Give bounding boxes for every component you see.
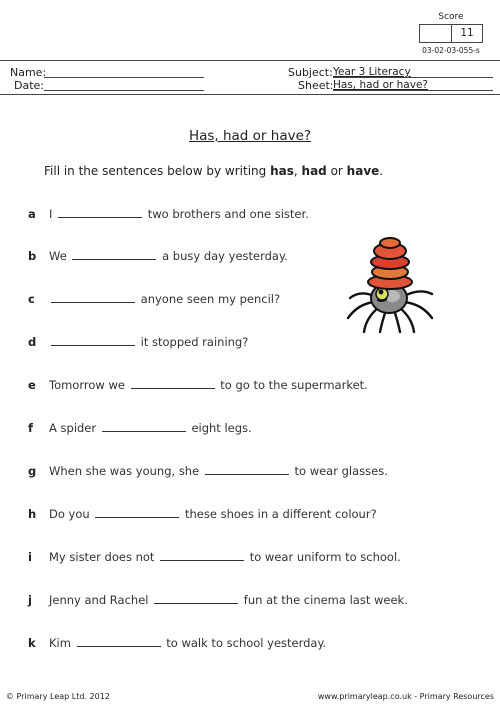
question-k: k Kim to walk to school yesterday.	[28, 636, 327, 650]
question-letter: d	[28, 335, 37, 349]
question-letter: a	[28, 207, 36, 221]
score-box	[419, 24, 483, 43]
question-g: g When she was young, she to wear glasses.	[28, 464, 388, 478]
question-j: j Jenny and Rachel fun at the cinema last week.	[28, 593, 408, 607]
sheet-code: 03-02-03-055-s	[422, 46, 480, 55]
word-have: have	[346, 164, 380, 178]
answer-blank[interactable]	[95, 505, 179, 518]
word-had: had	[301, 164, 327, 178]
question-d: d it stopped raining?	[28, 335, 249, 349]
subject-value: Year 3 Literacy	[333, 66, 411, 78]
question-letter: k	[28, 636, 36, 650]
question-i: i My sister does not to wear uniform to school.	[28, 550, 401, 564]
question-f: f A spider eight legs.	[28, 421, 252, 435]
footer-website: www.primaryleap.co.uk - Primary Resources	[317, 692, 494, 701]
question-e: e Tomorrow we to go to the supermarket.	[28, 378, 368, 392]
answer-blank[interactable]	[160, 548, 244, 561]
answer-blank[interactable]	[205, 462, 289, 475]
instruction: Fill in the sentences below by writing has, had or have.	[44, 164, 384, 178]
word-has: has	[270, 164, 294, 178]
question-letter: i	[28, 550, 32, 564]
answer-blank[interactable]	[51, 333, 135, 346]
name-label: Name:	[10, 66, 47, 79]
question-h: h Do you these shoes in a different colour?	[28, 507, 377, 521]
header-bottom-rule	[0, 94, 500, 95]
sheet-label: Sheet:	[298, 79, 334, 92]
answer-blank[interactable]	[51, 290, 135, 303]
answer-blank[interactable]	[72, 247, 156, 260]
answer-blank[interactable]	[131, 376, 215, 389]
question-b: b We a busy day yesterday.	[28, 249, 288, 263]
sheet-value: Has, had or have?	[333, 79, 428, 91]
question-letter: g	[28, 464, 37, 478]
date-label: Date:	[14, 79, 44, 92]
question-letter: c	[28, 292, 35, 306]
score-input-cell[interactable]	[420, 25, 452, 42]
name-field[interactable]	[44, 65, 204, 78]
spider-illustration	[344, 232, 436, 334]
question-letter: f	[28, 421, 34, 435]
subject-line	[333, 65, 493, 78]
question-letter: h	[28, 507, 37, 521]
header-top-rule	[0, 60, 500, 61]
footer-copyright: © Primary Leap Ltd. 2012	[6, 692, 110, 701]
sheet-line	[333, 78, 493, 91]
worksheet-title: Has, had or have?	[188, 128, 312, 144]
question-c: c anyone seen my pencil?	[28, 292, 281, 306]
score-total: 11	[460, 27, 474, 39]
subject-label: Subject:	[288, 66, 333, 79]
question-letter: b	[28, 249, 37, 263]
answer-blank[interactable]	[102, 419, 186, 432]
score-label: Score	[438, 12, 464, 22]
question-letter: e	[28, 378, 36, 392]
answer-blank[interactable]	[154, 591, 238, 604]
answer-blank[interactable]	[58, 205, 142, 218]
question-a: a I two brothers and one sister.	[28, 207, 309, 221]
question-letter: j	[28, 593, 32, 607]
answer-blank[interactable]	[77, 634, 161, 647]
date-field[interactable]	[44, 78, 204, 91]
